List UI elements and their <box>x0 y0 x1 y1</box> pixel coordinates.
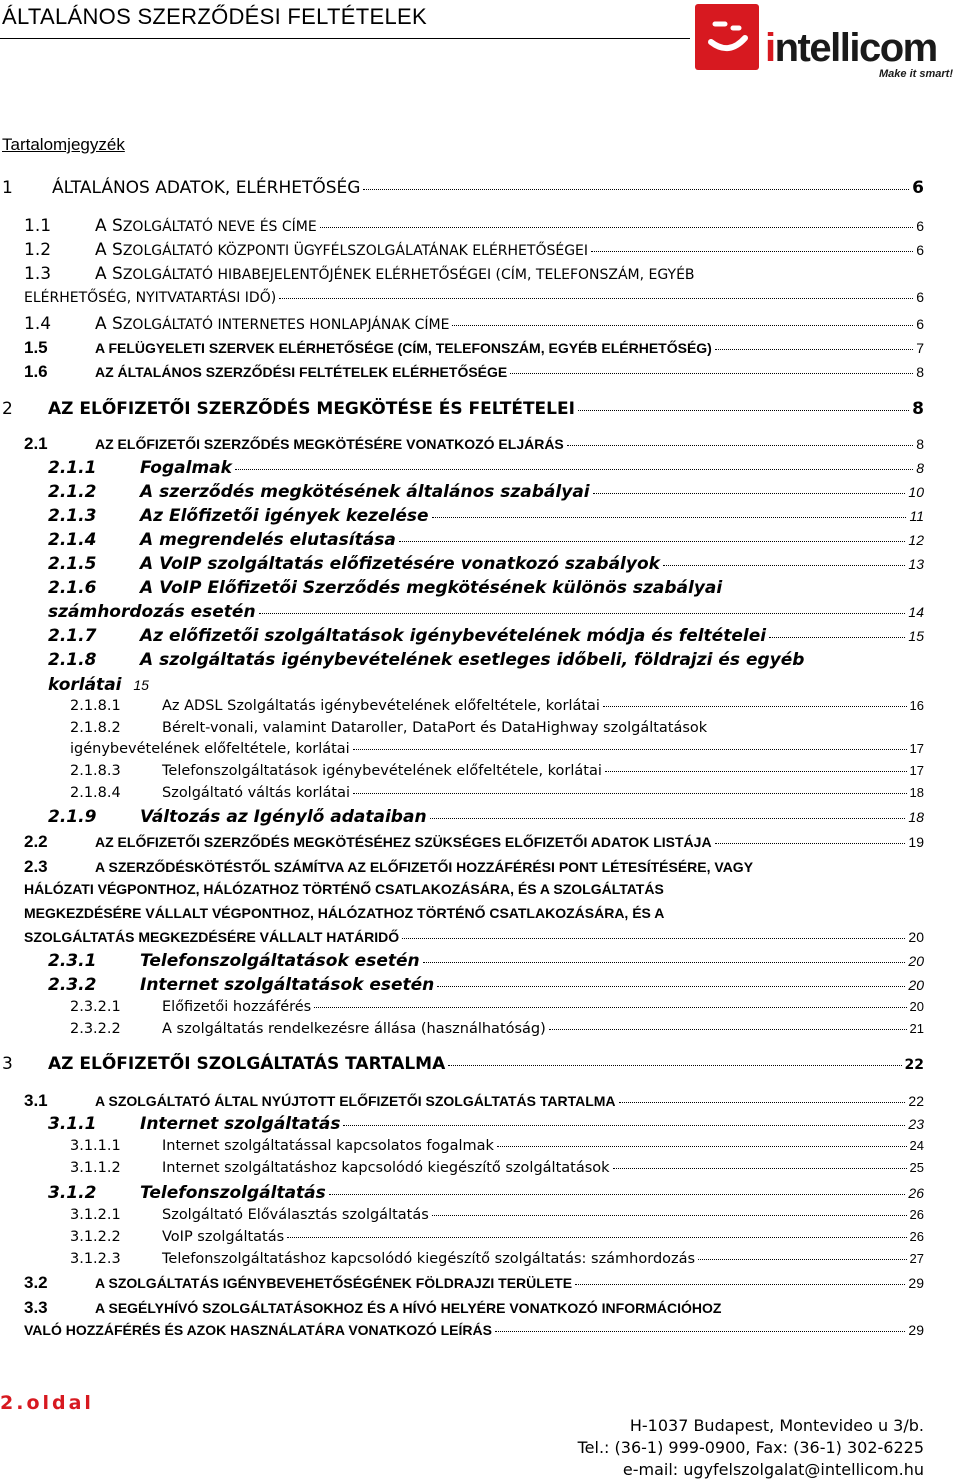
toc-entry-1-4[interactable]: 1.4 A SZOLGÁLTATÓ INTERNETES HONLAPJÁNAK CÍME 6 <box>24 314 924 334</box>
document-title: ÁLTALÁNOS SZERZŐDÉSI FELTÉTELEK <box>2 4 427 29</box>
toc-entry-3-1-1-2[interactable]: 3.1.1.2 Internet szolgáltatáshoz kapcsolódó kiegészítő szolgáltatások 25 <box>70 1160 924 1176</box>
toc-entry-3-1-2-3[interactable]: 3.1.2.3 Telefonszolgáltatáshoz kapcsolódó kiegészítő szolgáltatás: számhordozás 27 <box>70 1251 924 1267</box>
toc-entry-2-1-8-2-line1[interactable]: 2.1.8.2 Bérelt-vonali, valamint Dataroller, DataPort és DataHighway szolgáltatások <box>70 720 708 736</box>
toc-entry-2-1-2[interactable]: 2.1.2 A szerződés megkötésének általános szabályai 10 <box>48 482 924 502</box>
toc-entry-3-3-line1[interactable]: 3.3 A SEGÉLYHÍVÓ SZOLGÁLTATÁSOKHOZ ÉS A HÍVÓ HELYÉRE VONATKOZÓ INFORMÁCIÓHOZ <box>24 1298 722 1317</box>
footer-email: e-mail: ugyfelszolgalat@intellicom.hu <box>622 1460 924 1479</box>
toc-entry-3-1-2[interactable]: 3.1.2 Telefonszolgáltatás 26 <box>48 1183 924 1203</box>
toc-entry-2-3-line2[interactable]: HÁLÓZATI VÉGPONTHOZ, HÁLÓZATHOZ TÖRTÉNŐ CSATLAKOZÁSÁRA, ÉS A SZOLGÁLTATÁS <box>24 881 664 897</box>
intellicom-logo <box>695 4 957 84</box>
toc-entry-2-1[interactable]: 2.1 AZ ELŐFIZETŐI SZERZŐDÉS MEGKÖTÉSÉRE VONATKOZÓ ELJÁRÁS 8 <box>24 434 924 453</box>
toc-entry-3-1-2-2[interactable]: 3.1.2.2 VoIP szolgáltatás 26 <box>70 1229 924 1245</box>
logo-wordmark: intellicom <box>765 26 937 70</box>
toc-entry-3-3[interactable]: VALÓ HOZZÁFÉRÉS ÉS AZOK HASZNÁLATÁRA VONATKOZÓ LEÍRÁS 29 <box>24 1322 924 1338</box>
toc-entry-3-2[interactable]: 3.2 A SZOLGÁLTATÁS IGÉNYBEVEHETŐSÉGÉNEK FÖLDRAJZI TERÜLETE 29 <box>24 1273 924 1292</box>
toc-entry-2-3-2[interactable]: 2.3.2 Internet szolgáltatások esetén 20 <box>48 975 924 995</box>
header-rule <box>0 38 690 39</box>
footer-contact <box>578 1415 924 1481</box>
toc-entry-2-3-1[interactable]: 2.3.1 Telefonszolgáltatások esetén 20 <box>48 951 924 971</box>
toc-entry-2-1-8-line1[interactable]: 2.1.8 A szolgáltatás igénybevételének esetleges időbeli, földrajzi és egyéb <box>48 650 805 670</box>
toc-entry-1-6[interactable]: 1.6 AZ ÁLTALÁNOS SZERZŐDÉSI FELTÉTELEK ELÉRHETŐSÉGE 8 <box>24 362 924 381</box>
toc-entry-2-1-6-line1[interactable]: 2.1.6 A VoIP Előfizetői Szerződés megkötésének különös szabályai <box>48 578 723 598</box>
toc-entry-2-2[interactable]: 2.2 AZ ELŐFIZETŐI SZERZŐDÉS MEGKÖTÉSÉHEZ SZÜKSÉGES ELŐFIZETŐI ADATOK LISTÁJA 19 <box>24 832 924 851</box>
toc-entry-2-1-3[interactable]: 2.1.3 Az Előfizetői igények kezelése 11 <box>48 506 924 526</box>
toc-entry-2-1-8[interactable]: korlátai 15 <box>48 675 149 695</box>
toc-entry-2-1-9[interactable]: 2.1.9 Változás az Igénylő adataiban 18 <box>48 807 924 827</box>
toc-entry-2-1-5[interactable]: 2.1.5 A VoIP szolgáltatás előfizetésére vonatkozó szabályok 13 <box>48 554 924 574</box>
toc-entry-2-3-2-1[interactable]: 2.3.2.1 Előfizetői hozzáférés 20 <box>70 999 924 1015</box>
toc-heading[interactable]: Tartalomjegyzék <box>2 135 125 154</box>
toc-entry-2-3[interactable]: SZOLGÁLTATÁS MEGKEZDÉSÉRE VÁLLALT HATÁRIDŐ 20 <box>24 929 924 945</box>
toc-entry-3-1[interactable]: 3.1 A SZOLGÁLTATÓ ÁLTAL NYÚJTOTT ELŐFIZETŐI SZOLGÁLTATÁS TARTALMA 22 <box>24 1091 924 1110</box>
toc-entry-3[interactable]: 3 AZ ELŐFIZETŐI SZOLGÁLTATÁS TARTALMA 22 <box>2 1054 924 1074</box>
toc-entry-3-1-2-1[interactable]: 3.1.2.1 Szolgáltató Előválasztás szolgáltatás 26 <box>70 1207 924 1223</box>
footer-address: H-1037 Budapest, Montevideo u 3/b. <box>629 1416 924 1435</box>
page-number: 2.oldal <box>0 1392 94 1414</box>
toc-entry-2-1-8-3[interactable]: 2.1.8.3 Telefonszolgáltatások igénybevételének előfeltétele, korlátai 17 <box>70 763 924 779</box>
toc-entry-2-3-line1[interactable]: 2.3 A SZERZŐDÉSKÖTÉSTŐL SZÁMÍTVA AZ ELŐFIZETŐI HOZZÁFÉRÉSI PONT LÉTESÍTÉSÉRE, VAGY <box>24 857 754 876</box>
toc-entry-2-1-1[interactable]: 2.1.1 Fogalmak 8 <box>48 458 924 478</box>
toc-entry-2-3-2-2[interactable]: 2.3.2.2 A szolgáltatás rendelkezésre állása (használhatóság) 21 <box>70 1021 924 1037</box>
toc-entry-1-2[interactable]: 1.2 A SZOLGÁLTATÓ KÖZPONTI ÜGYFÉLSZOLGÁLATÁNAK ELÉRHETŐSÉGEI 6 <box>24 240 924 260</box>
toc-entry-3-1-1[interactable]: 3.1.1 Internet szolgáltatás 23 <box>48 1114 924 1134</box>
toc-entry-1[interactable]: 1 ÁLTALÁNOS ADATOK, ELÉRHETŐSÉG 6 <box>2 178 924 198</box>
toc-entry-1-3-line1[interactable]: 1.3 A SZOLGÁLTATÓ HIBABEJELENTŐJÉNEK ELÉRHETŐSÉGEI (CÍM, TELEFONSZÁM, EGYÉB <box>24 264 695 284</box>
logo-badge-icon <box>695 4 759 70</box>
toc-entry-2[interactable]: 2 AZ ELŐFIZETŐI SZERZŐDÉS MEGKÖTÉSE ÉS FELTÉTELEI 8 <box>2 399 924 419</box>
toc-entry-3-1-1-1[interactable]: 3.1.1.1 Internet szolgáltatással kapcsolatos fogalmak 24 <box>70 1138 924 1154</box>
toc-entry-2-3-line3[interactable]: MEGKEZDÉSÉRE VÁLLALT VÉGPONTHOZ, HÁLÓZATHOZ TÖRTÉNŐ CSATLAKOZÁSÁRA, ÉS A <box>24 905 665 921</box>
toc-entry-2-1-8-1[interactable]: 2.1.8.1 Az ADSL Szolgáltatás igénybevételének előfeltétele, korlátai 16 <box>70 698 924 714</box>
toc-entry-1-5[interactable]: 1.5 A FELÜGYELETI SZERVEK ELÉRHETŐSÉGE (CÍM, TELEFONSZÁM, EGYÉB ELÉRHETŐSÉG) 7 <box>24 338 924 357</box>
toc-entry-2-1-8-2[interactable]: igénybevételének előfeltétele, korlátai 17 <box>70 741 924 757</box>
logo-slogan: Make it smart! <box>879 68 953 80</box>
toc-entry-2-1-6[interactable]: számhordozás esetén 14 <box>48 602 924 622</box>
footer-phone: Tel.: (36-1) 999-0900, Fax: (36-1) 302-6225 <box>577 1438 924 1457</box>
toc-entry-1-1[interactable]: 1.1 A SZOLGÁLTATÓ NEVE ÉS CÍME 6 <box>24 216 924 236</box>
toc-entry-1-3[interactable]: ELÉRHETŐSÉG, NYITVATARTÁSI IDŐ) 6 <box>24 289 924 306</box>
toc-entry-2-1-4[interactable]: 2.1.4 A megrendelés elutasítása 12 <box>48 530 924 550</box>
toc-entry-2-1-7[interactable]: 2.1.7 Az előfizetői szolgáltatások igénybevételének módja és feltételei 15 <box>48 626 924 646</box>
toc-entry-2-1-8-4[interactable]: 2.1.8.4 Szolgáltató váltás korlátai 18 <box>70 785 924 801</box>
